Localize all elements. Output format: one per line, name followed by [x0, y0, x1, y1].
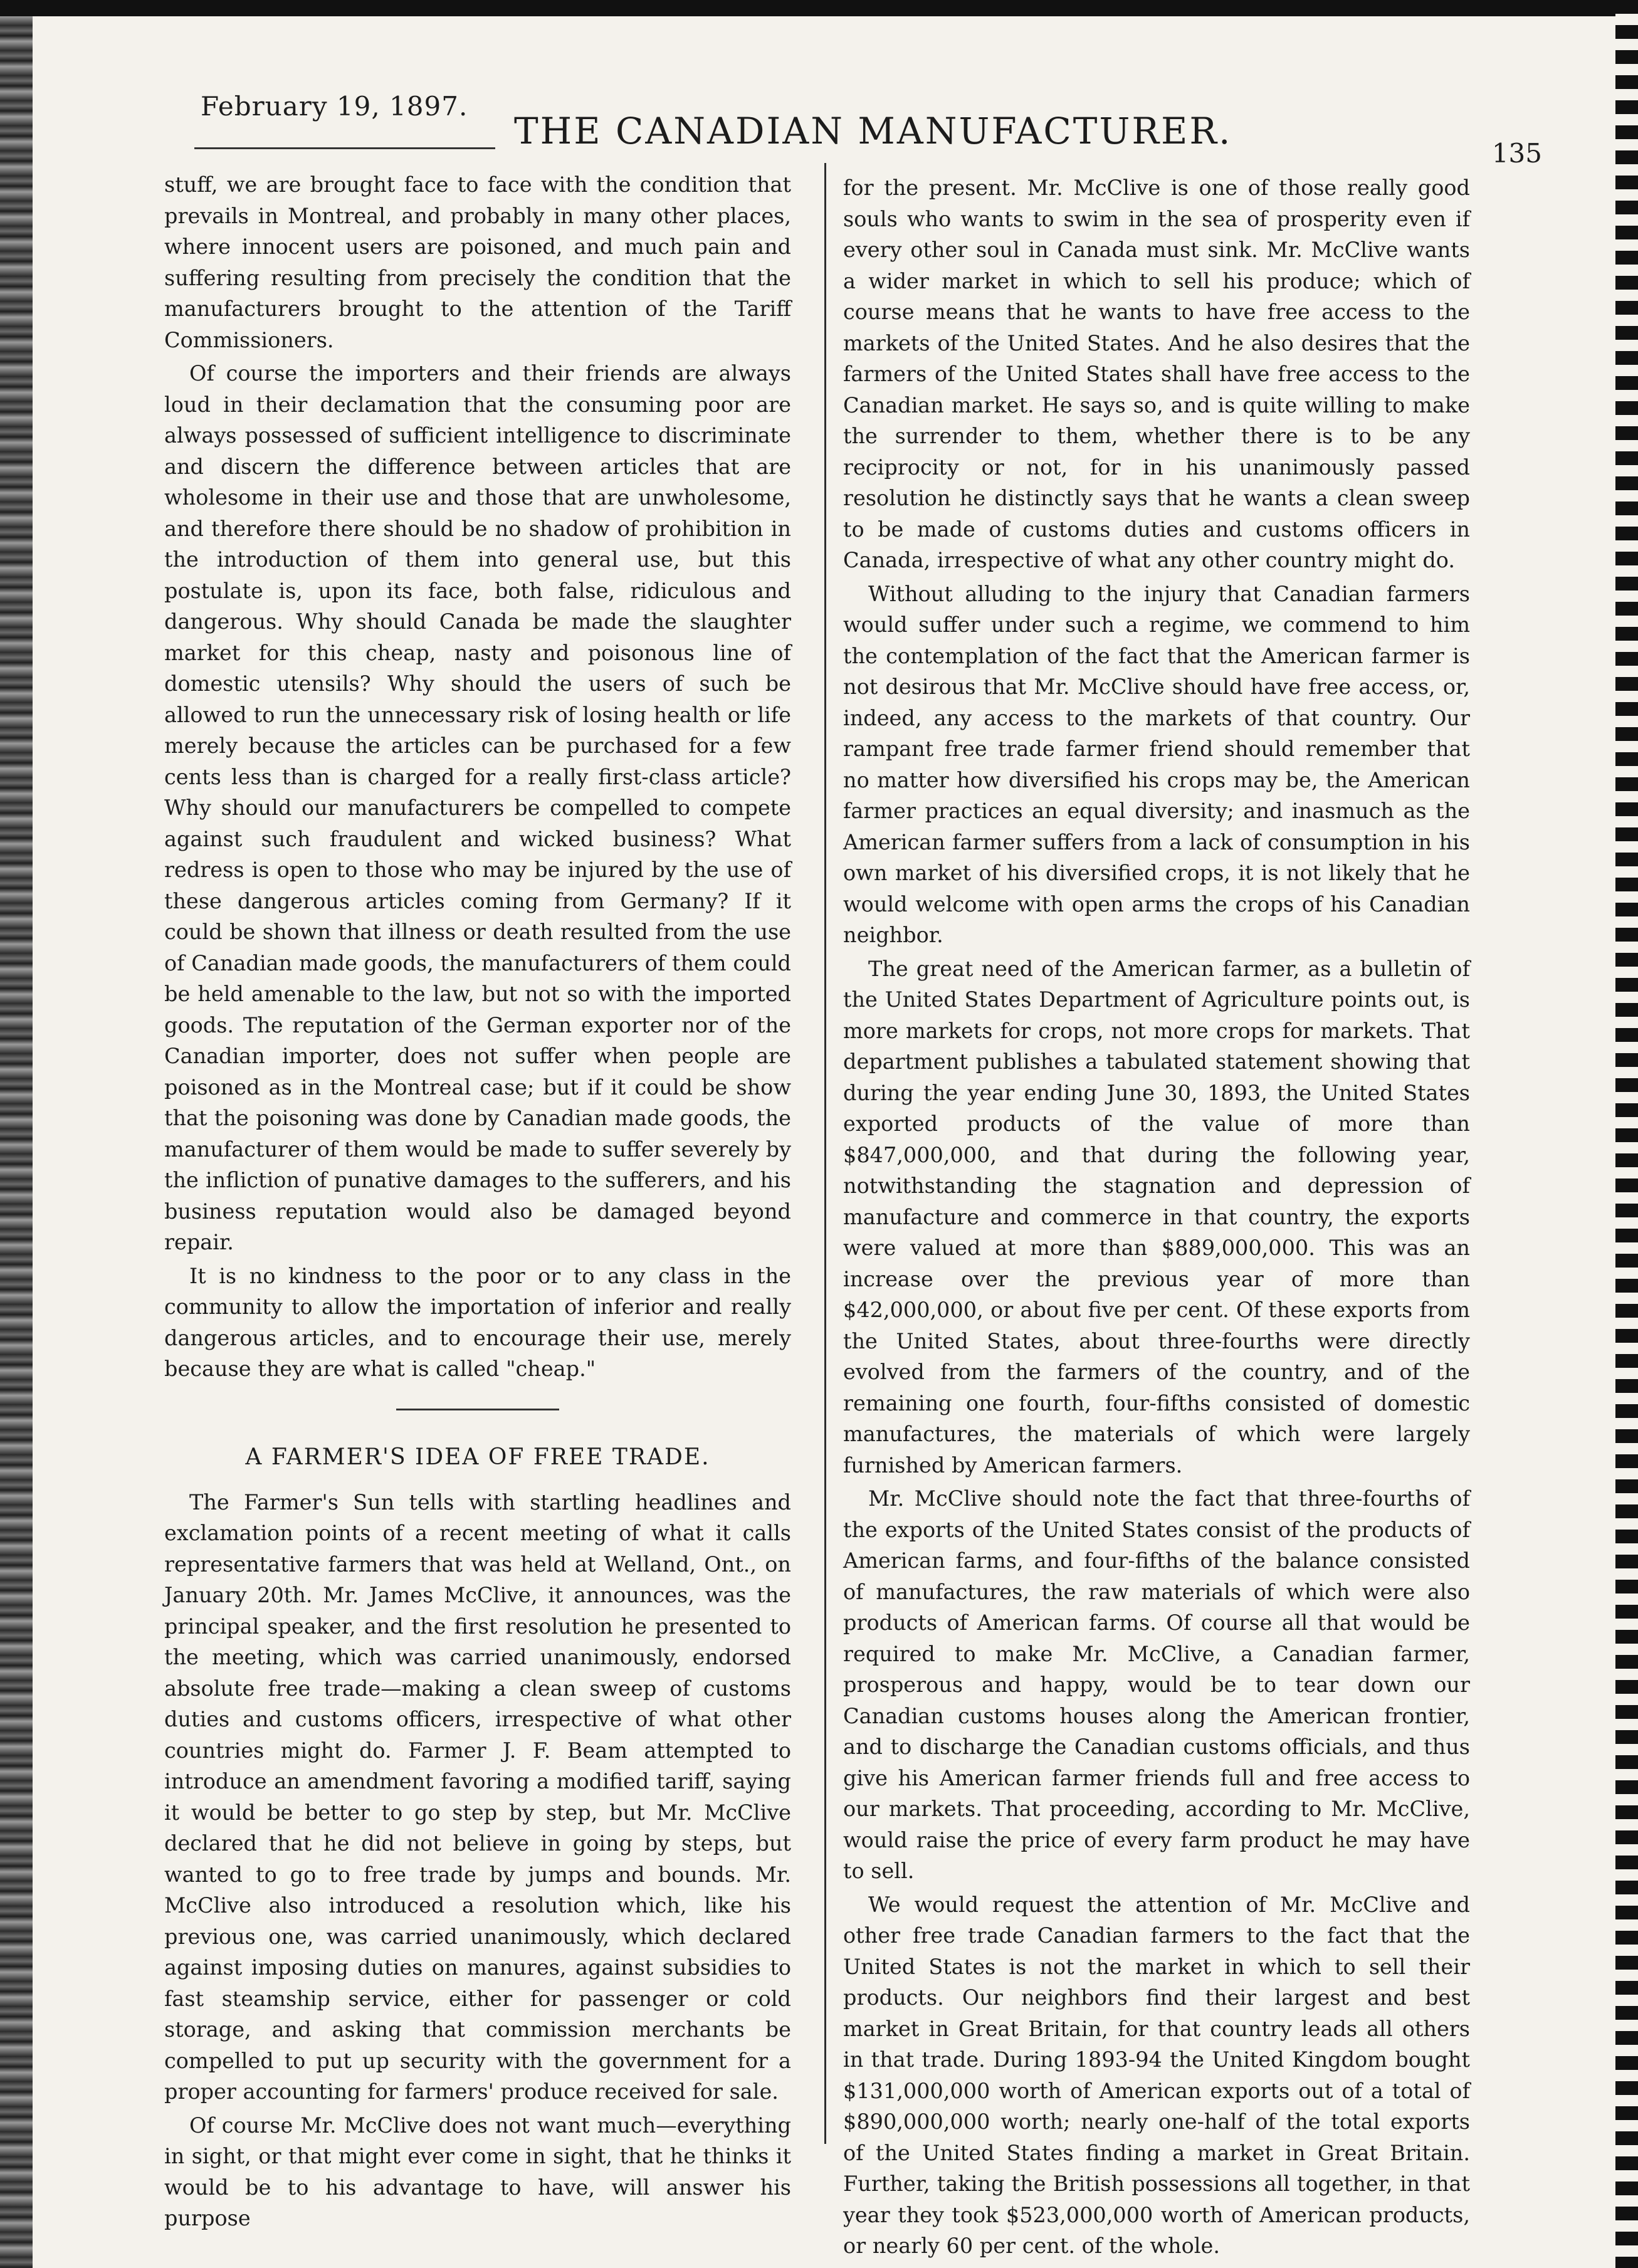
left-column — [164, 169, 791, 2230]
paragraph: stuff, we are brought face to face with the condition that prevails in Montreal, and probably in many other places, where innocent users are poisoned, and much pain and suffering resulting from precisely the condition that the manufacturers brought to the attention of the Tariff Commissioners. — [164, 172, 791, 352]
masthead-title: THE CANADIAN MANUFACTURER. — [514, 110, 1232, 152]
paragraph: The great need of the American farmer, as a bulletin of the United States Department of Agriculture points out, is more markets for crops, not more crops for markets. That department publishes a tabulated statement showing that during the year ending June 30, 1893, the United States exported products of the value of more than $847,000,000, and that during the following year, notwithstanding the stagnation and depression of manufacture and commerce in that country, the exports were valued at more than $889,000,000. This was an increase over the previous year of more than $42,000,000, or about five per cent. Of these exports from the United States, about three-fourths were directly evolved from the farmers of the country, and of the remaining one fourth, four-fifths consisted of domestic manufactures, the materials of which were largely furnished by American farmers. — [843, 956, 1470, 1478]
paragraph: Of course Mr. McClive does not want much—everything in sight, or that might ever come in sight, that he thinks it would be to his advantage to have, will answer his purpose — [164, 2113, 791, 2230]
paragraph: It is no kindness to the poor or to any class in the community to allow the importation of inferior and really dangerous articles, and to encourage their use, merely because they are what is called "cheap." — [164, 1263, 791, 1381]
paragraph: for the present. Mr. McClive is one of those really good souls who wants to swim in the sea of prosperity even if every other soul in Canada must sink. Mr. McClive wants a wider market in which to sell his produce; which of course means that he wants to have free access to the markets of the United States. And he also desires that the farmers of the United States shall have free access to the Canadian market. He says so, and is quite willing to make the surrender to them, whether there is to be any reciprocity or not, for in his unanimously passed resolution he distinctly says that he wants a clean sweep to be made of customs duties and customs officers in Canada, irrespective of what any other country might do. — [843, 176, 1470, 572]
issue-date: February 19, 1897. — [201, 91, 468, 122]
page-number: 135 — [1491, 138, 1542, 169]
paragraph: The Farmer's Sun tells with startling headlines and exclamation points of a recent meeting of what it calls representative farmers that was held at Welland, Ont., on January 20th. Mr. James McClive, it announces, was the principal speaker, and the first resolution he presented to the meeting, which was carried unanimously, endorsed absolute free trade—making a clean sweep of customs duties and customs officers, irrespective of what other countries might do. Farmer J. F. Beam attempted to introduce an amendment favoring a modified tariff, saying it would be better to go step by step, but Mr. McClive declared that he did not believe in going by steps, but wanted to go to free trade by jumps and bounds. Mr. McClive also introduced a resolution which, like his previous one, was carried unanimously, which declared against imposing duties on manures, against subsidies to fast steamship service, either for passenger or cold storage, and asking that commission merchants be compelled to put up security with the government for a proper accounting for farmers' produce received for sale. — [164, 1489, 791, 2104]
column-divider — [824, 163, 826, 2144]
paragraph: Without alluding to the injury that Canadian farmers would suffer under such a regime, we commend to him the contemplation of the fact that the American farmer is not desirous that Mr. McClive should have free access, or, indeed, any access to the markets of that country. Our rampant free trade farmer friend should remember that no matter how diversified his crops may be, the American farmer practices an equal diversity; and inasmuch as the American farmer suffers from a lack of consumption in his own market of his diversified crops, it is not likely that he would welcome with open arms the crops of his Canadian neighbor. — [843, 581, 1470, 947]
paragraph: Mr. McClive should note the fact that three-fourths of the exports of the United States consist of the products of American farms, and four-fifths of the balance consisted of manufactures, the raw materials of which were also products of American farms. Of course all that would be required to make Mr. McClive, a Canadian farmer, prosperous and happy, would be to tear down our Canadian customs houses along the American frontier, and to discharge the Canadian customs officials, and thus give his American farmer friends full and free access to our markets. That proceeding, according to Mr. McClive, would raise the price of every farm product he may have to sell. — [843, 1486, 1470, 1883]
paragraph: Of course the importers and their friends are always loud in their declamation that the consuming poor are always possessed of sufficient intelligence to discriminate and discern the difference between articles that are wholesome in their use and those that are unwholesome, and therefore there should be no shadow of prohibition in the introduction of them into general use, but this postulate is, upon its face, both false, ridiculous and dangerous. Why should Canada be made the slaughter market for this cheap, nasty and poisonous line of domestic utensils? Why should the users of such be allowed to run the unnecessary risk of losing health or life merely because the articles can be purchased for a few cents less than is charged for a really first-class article? Why should our manufacturers be compelled to compete against such fraudulent and wicked business? What redress is open to those who may be injured by the use of these dangerous articles coming from Germany? If it could be shown that illness or death resulted from the use of Canadian made goods, the manufacturers of them could be held amenable to the law, but not so with the imported goods. The reputation of the German exporter nor of the Canadian importer, does not suffer when people are poisoned as in the Montreal case; but if it could be show that the poisoning was done by Canadian made goods, the manufacturer of them would be made to suffer severely by the infliction of punative damages to the sufferers, and his business reputation would also be damaged beyond repair. — [164, 361, 791, 1254]
scan-right-edge — [1615, 0, 1638, 2268]
article-heading: A FARMER'S IDEA OF FREE TRADE. — [245, 1444, 710, 1470]
scan-left-edge — [0, 0, 33, 2268]
page-header — [188, 85, 1542, 169]
header-rule — [194, 147, 495, 149]
section-divider — [396, 1409, 559, 1410]
paragraph: We would request the attention of Mr. McClive and other free trade Canadian farmers to the fact that the United States is not the market in which to sell their products. Our neighbors find their largest and best market in Great Britain, for that country leads all others in that trade. During 1893-94 the United Kingdom bought $131,000,000 worth of American exports out of a total of $890,000,000 worth; nearly one-half of the total exports of the United States finding a market in Great Britain. Further, taking the British possessions all together, in that year they took $523,000,000 worth of American products, or nearly 60 per cent. of the whole. — [843, 1892, 1470, 2258]
scan-top-edge — [0, 0, 1638, 16]
right-column — [843, 172, 1470, 2258]
